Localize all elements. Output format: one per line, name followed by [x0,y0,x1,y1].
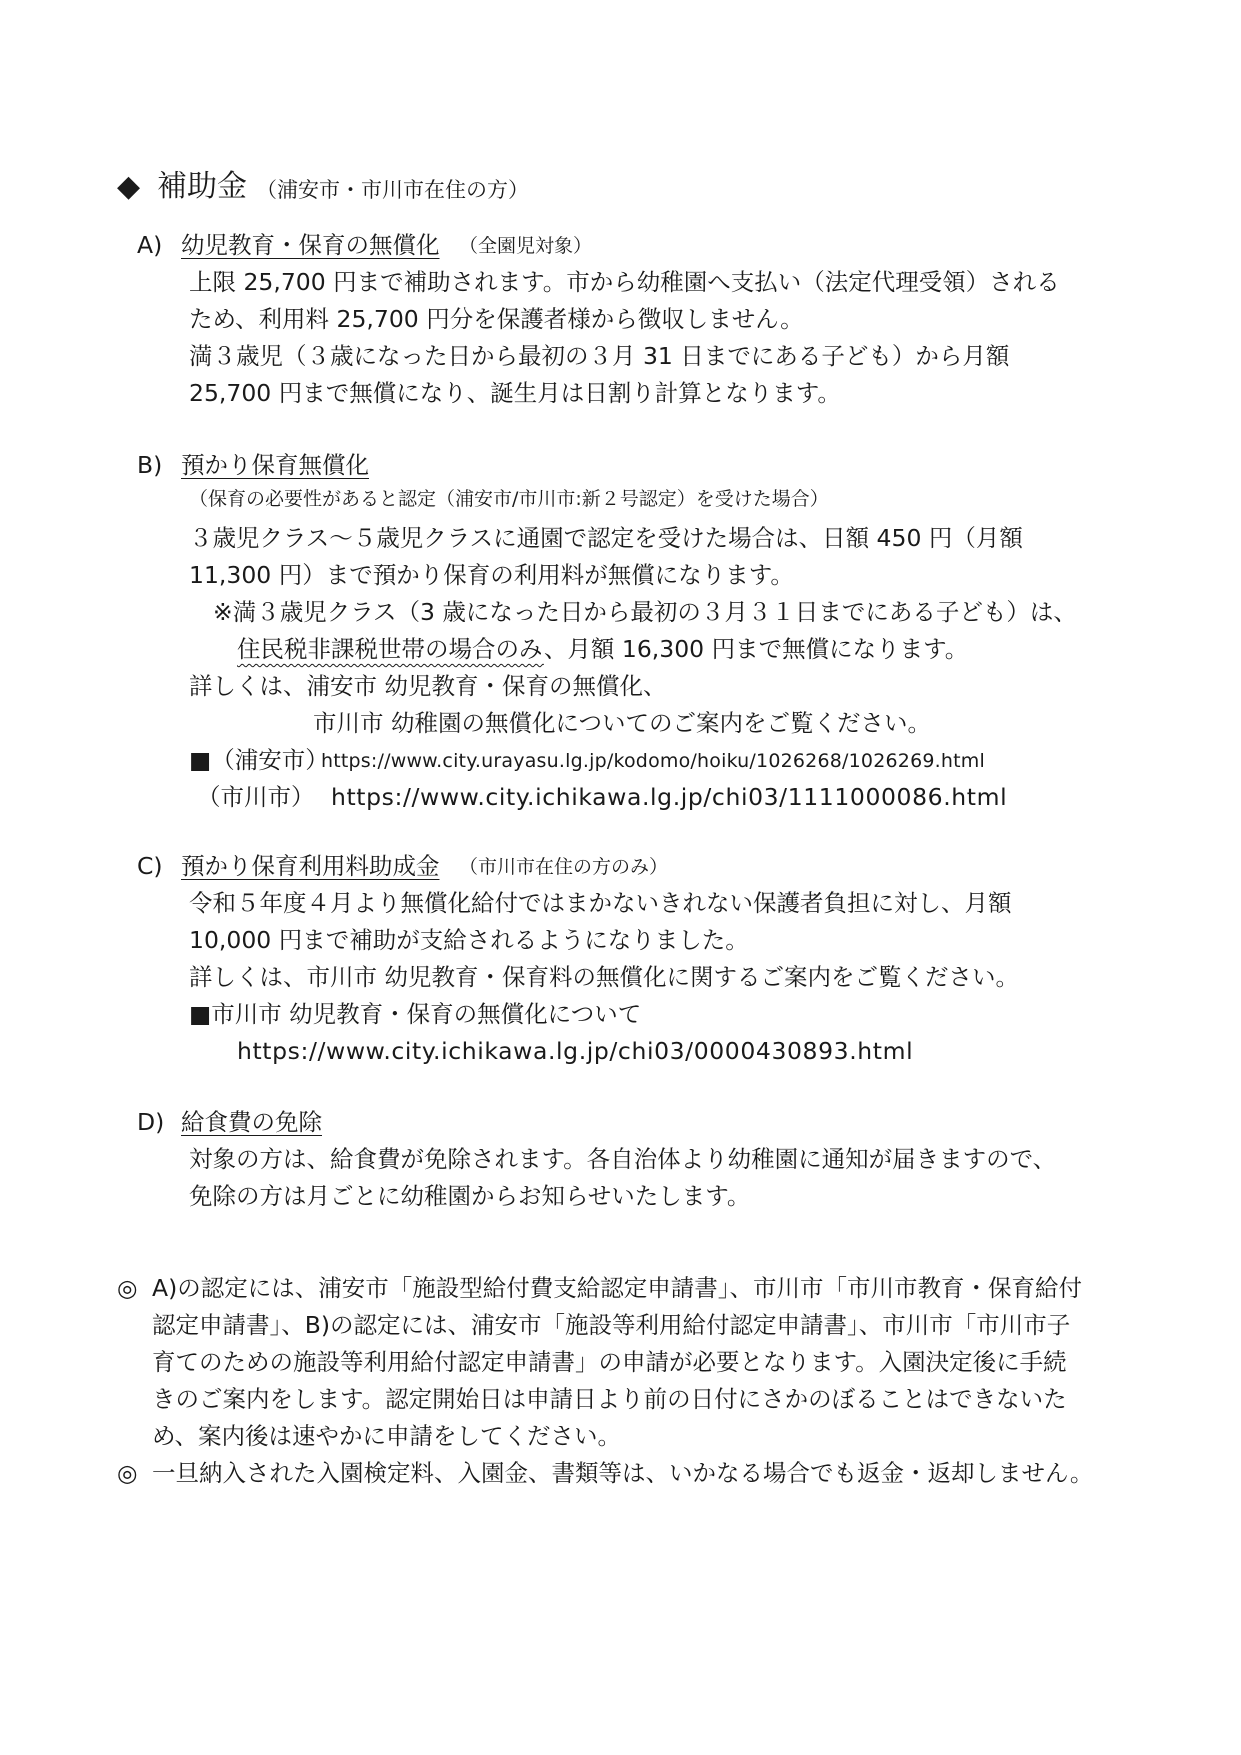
bullseye-icon: ◎ [117,1459,138,1487]
link-ichikawa[interactable]: https://www.city.ichikawa.lg.jp/chi03/1111000086.html [331,783,1008,811]
link-urayasu-label: ■（浦安市） [189,746,329,774]
section-c-label: C) [137,852,163,880]
page-title: 補助金 [157,169,247,204]
bullseye-icon: ◎ [117,1274,138,1302]
section-a-note: （全園児対象） [459,235,593,257]
page-title-note: （浦安市・市川市在住の方） [256,178,529,202]
section-a-label: A) [137,231,163,259]
section-b-title: 預かり保育無償化 [181,451,369,479]
section-b-line: 11,300 円）まで預かり保育の利用料が無償になります。 [189,561,794,589]
link-urayasu[interactable]: https://www.city.urayasu.lg.jp/kodomo/hoiku/1026268/1026269.html [321,750,985,772]
footnote-line: 認定申請書」、B)の認定には、浦安市「施設等利用給付認定申請書」、市川市「市川市子 [152,1311,1071,1339]
section-c-line: 令和５年度４月より無償化給付ではまかないきれない保護者負担に対し、月額 [189,889,1012,917]
section-b-note-rest: 、月額 16,300 円まで無償になります。 [543,635,969,663]
section-d-line: 免除の方は月ごとに幼稚園からお知らせいたします。 [189,1182,751,1210]
section-b-note: ※満３歳児クラス（3 歳になった日から最初の３月３１日までにある子ども）は、 [213,598,1077,626]
section-c-line: 詳しくは、市川市 幼児教育・保育料の無償化に関するご案内をご覧ください。 [189,963,1019,991]
section-b-emphasis: 住民税非課税世帯の場合のみ [237,635,544,663]
section-b-line: ３歳児クラス～５歳児クラスに通園で認定を受けた場合は、日額 450 円（月額 [189,524,1023,552]
footnote-line: 育てのための施設等利用給付認定申請書」の申請が必要となります。入園決定後に手続 [152,1348,1067,1376]
section-a-title: 幼児教育・保育の無償化 [181,231,440,259]
footnote-line: 一旦納入された入園検定料、入園金、書類等は、いかなる場合でも返金・返却しません。 [152,1459,1094,1487]
section-c-line: ■市川市 幼児教育・保育の無償化について [189,1000,642,1028]
section-a-line: 満３歳児（３歳になった日から最初の３月 31 日までにある子ども）から月額 [189,342,1010,370]
footnote-line: A)の認定には、浦安市「施設型給付費支給認定申請書」、市川市「市川市教育・保育給付 [152,1274,1082,1302]
section-a-line: ため、利用料 25,700 円分を保護者様から徴収しません。 [189,305,804,333]
section-d-line: 対象の方は、給食費が免除されます。各自治体より幼稚園に通知が届きますので、 [189,1145,1057,1173]
link-ichikawa-label: （市川市） [197,783,315,811]
section-c-note: （市川市在住の方のみ） [459,856,669,878]
section-a-line: 上限 25,700 円まで補助されます。市から幼稚園へ支払い（法定代理受領）される [189,268,1060,296]
footnote-line: きのご案内をします。認定開始日は申請日より前の日付にさかのぼることはできないた [152,1385,1067,1413]
section-a-line: 25,700 円まで無償になり、誕生月は日割り計算となります。 [189,379,841,407]
footnote-line: め、案内後は速やかに申請をしてください。 [152,1422,622,1450]
section-b-subnote: （保育の必要性があると認定（浦安市/市川市:新２号認定）を受けた場合） [189,488,829,510]
section-b-label: B) [137,451,163,479]
section-b-note-line2 [237,635,969,663]
link-ichikawa-mushoka[interactable]: https://www.city.ichikawa.lg.jp/chi03/0000430893.html [237,1037,914,1065]
section-d-title: 給食費の免除 [181,1108,322,1136]
section-b-detail: 市川市 幼稚園の無償化についてのご案内をご覧ください。 [313,709,931,737]
section-b-detail: 詳しくは、浦安市 幼児教育・保育の無償化、 [189,672,667,700]
section-d-label: D) [137,1108,165,1136]
diamond-icon: ◆ [117,169,141,204]
section-c-line: 10,000 円まで補助が支給されるようになりました。 [189,926,749,954]
section-c-title: 預かり保育利用料助成金 [181,852,440,880]
